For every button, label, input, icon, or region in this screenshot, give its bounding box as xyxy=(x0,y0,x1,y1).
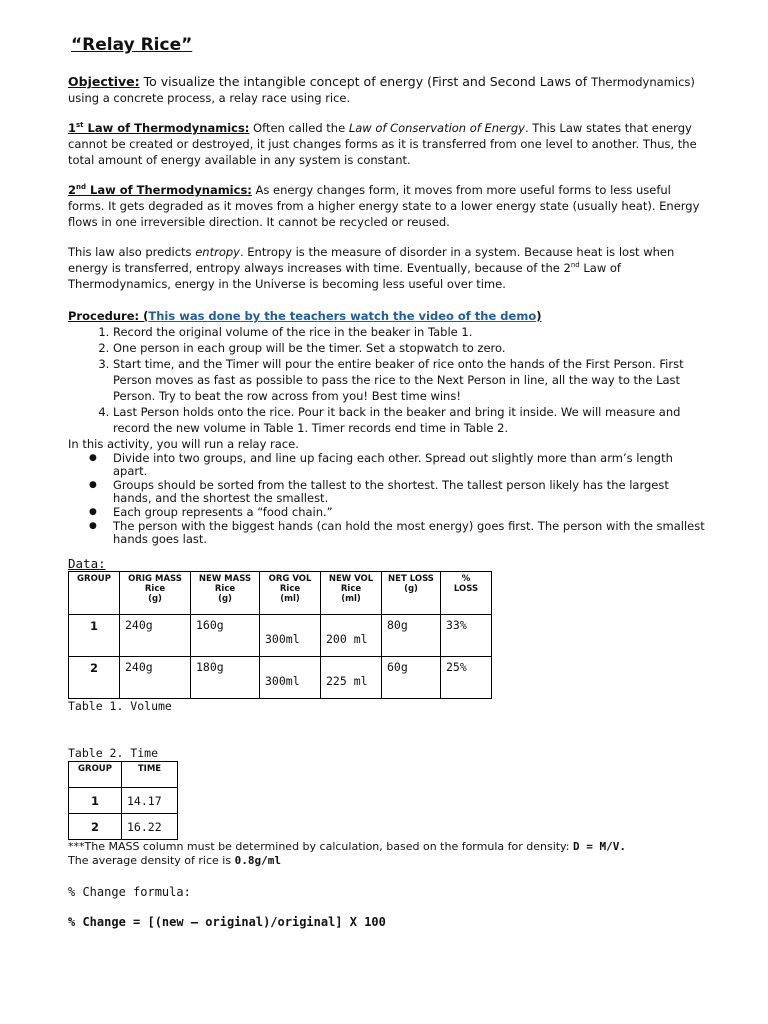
activity-bullet: ● Divide into two groups, and line up facing each other. Spread out slightly more than arm’s length apart. xyxy=(113,452,708,478)
header-group: GROUP xyxy=(69,762,122,788)
table-row xyxy=(69,615,492,657)
procedure-step: 4. Last Person holds onto the rice. Pour it back in the beaker and bring it inside. We will measure and record the new volume in Table 1. Timer records end time in Table 2. xyxy=(113,404,708,436)
table-header-row xyxy=(69,572,492,615)
cell-group: 2 xyxy=(69,657,120,699)
objective-label: Objective: xyxy=(68,74,140,89)
cell-time: 14.17 xyxy=(122,788,178,814)
first-law-text: Often called the xyxy=(249,121,349,135)
header-group: GROUP xyxy=(69,572,120,615)
table-header-row xyxy=(69,762,178,788)
volume-table xyxy=(68,571,492,699)
objective-text: To visualize the intangible concept of energy (First and Second Laws of xyxy=(139,74,592,89)
cell-new-vol: 225 ml xyxy=(321,657,382,699)
header-orig-mass: ORIG MASS Rice (g) xyxy=(120,572,191,615)
data-label: Data: xyxy=(68,556,106,571)
cell-orig-vol: 300ml xyxy=(260,615,321,657)
cell-time: 16.22 xyxy=(122,814,178,840)
objective-paragraph xyxy=(68,74,708,106)
procedure-step: 3. Start time, and the Timer will pour the entire beaker of rice onto the hands of the First Person. First Person moves as fast as possible to pass the rice to the Next Person in line, all the way to the Last Person. Try to beat the row across from you! Best time wins! xyxy=(113,356,708,404)
procedure-steps xyxy=(68,324,708,436)
table-row xyxy=(69,657,492,699)
header-new-vol: NEW VOL Rice (ml) xyxy=(321,572,382,615)
objective-text-line2: using a concrete process, a relay race using rice. xyxy=(68,91,351,105)
header-net-loss: NET LOSS (g) xyxy=(382,572,441,615)
first-law-paragraph xyxy=(68,120,708,168)
cell-percent-loss: 25% xyxy=(441,657,492,699)
first-law-label: 1st Law of Thermodynamics: xyxy=(68,121,250,135)
table1-caption: Table 1. Volume xyxy=(68,699,172,713)
cell-net-loss: 60g xyxy=(382,657,441,699)
header-new-mass: NEW MASS Rice (g) xyxy=(191,572,260,615)
density-note: The average density of rice is 0.8g/ml xyxy=(68,854,281,867)
table2-caption: Table 2. Time xyxy=(68,746,159,760)
procedure-label: Procedure: ( xyxy=(68,309,149,323)
density-formula: D = M/V. xyxy=(572,840,626,853)
cell-group: 2 xyxy=(69,814,122,840)
cell-orig-vol: 300ml xyxy=(260,657,321,699)
procedure-step: 2. One person in each group will be the timer. Set a stopwatch to zero. xyxy=(113,340,708,356)
change-formula: % Change = [(new – original)/original] X 100 xyxy=(68,915,386,929)
procedure-heading: Procedure: (This was done by the teachers watch the video of the demo) xyxy=(68,309,542,323)
table-row xyxy=(69,814,178,840)
cell-group: 1 xyxy=(69,615,120,657)
cell-net-loss: 80g xyxy=(382,615,441,657)
cell-orig-mass: 240g xyxy=(120,615,191,657)
page-title: “Relay Rice” xyxy=(71,35,193,55)
header-time: TIME xyxy=(122,762,178,788)
activity-bullet: ● Groups should be sorted from the tallest to the shortest. The tallest person likely has the largest hands, and the shortest the smallest. xyxy=(113,479,708,505)
first-law-italic: Law of Conservation of Energy xyxy=(348,121,525,135)
cell-new-mass: 160g xyxy=(191,615,260,657)
second-law-paragraph xyxy=(68,182,708,230)
entropy-italic: entropy xyxy=(195,245,240,259)
cell-orig-mass: 240g xyxy=(120,657,191,699)
time-table xyxy=(68,761,178,840)
entropy-paragraph: This law also predicts entropy. Entropy is the measure of disorder in a system. Because heat is lost when energy is transferred, entropy always increases with time. Eventually, because of the 2nd Law of Thermodynamics, energy in the Universe is becoming less useful over time. xyxy=(68,245,675,291)
header-percent-loss: % LOSS xyxy=(441,572,492,615)
cell-new-vol: 200 ml xyxy=(321,615,382,657)
activity-bullet: ● The person with the biggest hands (can hold the most energy) goes first. The person with the smallest hands goes last. xyxy=(113,520,708,546)
activity-bullets xyxy=(68,452,708,546)
second-law-text: As energy changes form, it moves from more useful forms to less useful forms. It gets degraded as it moves from a higher energy state to a lower energy state (usually heat). Energy flows in one irreversible direction. It cannot be recycled or reused. xyxy=(68,183,700,229)
density-value: 0.8g/ml xyxy=(234,854,281,867)
table-row xyxy=(69,788,178,814)
first-law-text-rest: . This Law states that energy cannot be created or destroyed, it just changes forms as it is transferred from one level to another. Thus, the total amount of energy available in any system is constant. xyxy=(68,121,697,167)
activity-bullet: ● Each group represents a “food chain.” xyxy=(113,506,708,519)
header-orig-vol: ORG VOL Rice (ml) xyxy=(260,572,321,615)
change-formula-label: % Change formula: xyxy=(68,885,191,899)
mass-note: ***The MASS column must be determined by calculation, based on the formula for density: D = M/V. xyxy=(68,840,626,853)
cell-new-mass: 180g xyxy=(191,657,260,699)
activity-intro: In this activity, you will run a relay race. xyxy=(68,437,299,451)
procedure-step: 1. Record the original volume of the rice in the beaker in Table 1. xyxy=(113,324,708,340)
demo-video-link[interactable]: This was done by the teachers watch the video of the demo xyxy=(148,309,537,323)
cell-percent-loss: 33% xyxy=(441,615,492,657)
cell-group: 1 xyxy=(69,788,122,814)
second-law-label: 2nd Law of Thermodynamics: xyxy=(68,183,252,197)
objective-text-end: Thermodynamics) xyxy=(591,75,695,89)
document-page xyxy=(68,34,708,930)
